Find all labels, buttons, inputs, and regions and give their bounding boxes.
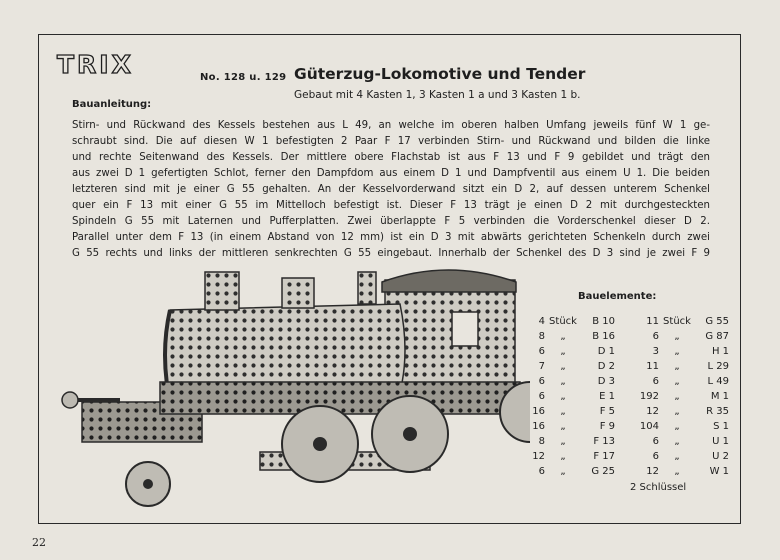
- parts-cell: 6: [652, 376, 659, 387]
- parts-cell: D 3: [597, 376, 615, 387]
- parts-cell: „: [560, 451, 566, 462]
- parts-cell: F 13: [593, 436, 615, 447]
- parts-cell: 8: [538, 331, 545, 342]
- parts-cell: 8: [538, 436, 545, 447]
- parts-row: [527, 329, 729, 344]
- parts-cell: H 1: [711, 346, 729, 357]
- parts-cell: 6: [538, 466, 545, 477]
- parts-cell: 104: [639, 421, 659, 432]
- parts-extra: 2 Schlüssel: [630, 482, 687, 493]
- parts-cell: „: [674, 391, 680, 402]
- parts-cell: L 29: [707, 361, 729, 372]
- parts-cell: 6: [538, 346, 545, 357]
- locomotive-model-photo: [60, 262, 530, 512]
- parts-cell: 16: [532, 421, 545, 432]
- parts-cell: Stück: [663, 316, 691, 327]
- instructions-line: G 55 rechts und links der mittleren senkrechten G 55 eingebaut. Innerhalb der Schenkel des D 3 sind je zwei F 9: [72, 248, 710, 259]
- parts-cell: 11: [646, 361, 659, 372]
- parts-cell: 12: [532, 451, 545, 462]
- parts-cell: B 10: [592, 316, 615, 327]
- parts-cell: „: [674, 346, 680, 357]
- parts-cell: F 5: [599, 406, 615, 417]
- parts-table: [527, 314, 729, 479]
- parts-cell: E 1: [599, 391, 615, 402]
- page-subtitle: Gebaut mit 4 Kasten 1, 3 Kasten 1 a und 3 Kasten 1 b.: [294, 89, 581, 101]
- parts-cell: „: [560, 436, 566, 447]
- parts-cell: „: [674, 421, 680, 432]
- parts-cell: 192: [639, 391, 659, 402]
- parts-cell: Stück: [549, 316, 577, 327]
- parts-cell: G 55: [705, 316, 729, 327]
- parts-cell: 7: [538, 361, 545, 372]
- page-title: Güterzug-Lokomotive und Tender: [294, 65, 586, 83]
- model-number: No. 128 u. 129: [200, 72, 287, 83]
- parts-cell: 6: [652, 451, 659, 462]
- parts-cell: 6: [652, 331, 659, 342]
- parts-cell: „: [560, 346, 566, 357]
- parts-cell: M 1: [710, 391, 729, 402]
- parts-cell: 6: [538, 391, 545, 402]
- parts-heading: Bauelemente:: [578, 291, 657, 302]
- parts-row: [527, 404, 729, 419]
- parts-row: [527, 464, 729, 479]
- parts-cell: „: [674, 331, 680, 342]
- parts-cell: U 1: [712, 436, 729, 447]
- parts-cell: W 1: [709, 466, 729, 477]
- parts-cell: D 2: [597, 361, 615, 372]
- trix-logo: TRIX: [57, 50, 134, 79]
- parts-row: [527, 419, 729, 434]
- parts-cell: F 9: [599, 421, 615, 432]
- parts-cell: „: [560, 421, 566, 432]
- parts-cell: 11: [646, 316, 659, 327]
- parts-cell: L 49: [707, 376, 729, 387]
- parts-cell: „: [674, 361, 680, 372]
- parts-row: [527, 314, 729, 329]
- parts-row: [527, 389, 729, 404]
- instructions-line: letzteren sind mit je einer G 55 gehalten. An der Kesselvorderwand sitzt ein D 2, auf dessen unterem Schenkel: [72, 184, 710, 195]
- parts-cell: G 25: [591, 466, 615, 477]
- parts-cell: 6: [652, 436, 659, 447]
- parts-cell: B 16: [592, 331, 615, 342]
- instructions-text: [72, 118, 710, 262]
- parts-cell: 6: [538, 376, 545, 387]
- parts-cell: „: [560, 406, 566, 417]
- parts-row: [527, 374, 729, 389]
- instructions-line: Spindeln G 55 mit Laternen und Pufferplatten. Zwei überlappte F 5 verbinden die Vorderschenkel dieser D 2.: [72, 216, 710, 227]
- instructions-line: Parallel unter dem F 13 (in einem Abstand von 12 mm) ist ein D 3 mit abwärts gerichteten Schenkeln durch zwei: [72, 232, 710, 243]
- parts-cell: „: [560, 361, 566, 372]
- instructions-line: schraubt sind. Die auf diesen W 1 befestigten 2 Paar F 17 verbinden Stirn- und Rückwand und bilden die linke: [72, 136, 710, 147]
- parts-cell: U 2: [712, 451, 729, 462]
- parts-cell: „: [560, 466, 566, 477]
- parts-cell: 3: [652, 346, 659, 357]
- parts-cell: S 1: [713, 421, 729, 432]
- parts-cell: 12: [646, 466, 659, 477]
- page-number: 22: [32, 536, 46, 549]
- parts-cell: D 1: [597, 346, 615, 357]
- parts-row: [527, 344, 729, 359]
- parts-row: [527, 449, 729, 464]
- parts-cell: R 35: [706, 406, 729, 417]
- instructions-line: aus zwei D 1 gefertigten Schlot, ferner den Dampfdom aus einem D 1 und Dampfventil aus einem U 1. Die beiden: [72, 168, 710, 179]
- parts-cell: „: [674, 451, 680, 462]
- parts-cell: 16: [532, 406, 545, 417]
- instructions-line: Stirn- und Rückwand des Kessels bestehen aus L 49, an welche im oberen halben Umfang jeweils fünf W 1 ge-: [72, 120, 710, 131]
- parts-cell: F 17: [593, 451, 615, 462]
- parts-row: [527, 434, 729, 449]
- parts-cell: 12: [646, 406, 659, 417]
- parts-cell: „: [674, 466, 680, 477]
- parts-row: [527, 359, 729, 374]
- parts-cell: „: [560, 391, 566, 402]
- parts-cell: 4: [538, 316, 545, 327]
- instructions-heading: Bauanleitung:: [72, 99, 152, 110]
- parts-cell: G 87: [705, 331, 729, 342]
- parts-cell: „: [674, 436, 680, 447]
- parts-cell: „: [560, 376, 566, 387]
- instructions-line: und rechte Seitenwand des Kessels. Der mittlere obere Flachstab ist aus F 13 und F 9 gebildet und trägt den: [72, 152, 710, 163]
- parts-cell: „: [674, 376, 680, 387]
- instructions-line: quer ein F 13 mit einer G 55 im Mittelloch befestigt ist. Dieser F 13 trägt je einen D 2 mit durchgesteckten: [72, 200, 710, 211]
- parts-cell: „: [674, 406, 680, 417]
- parts-cell: „: [560, 331, 566, 342]
